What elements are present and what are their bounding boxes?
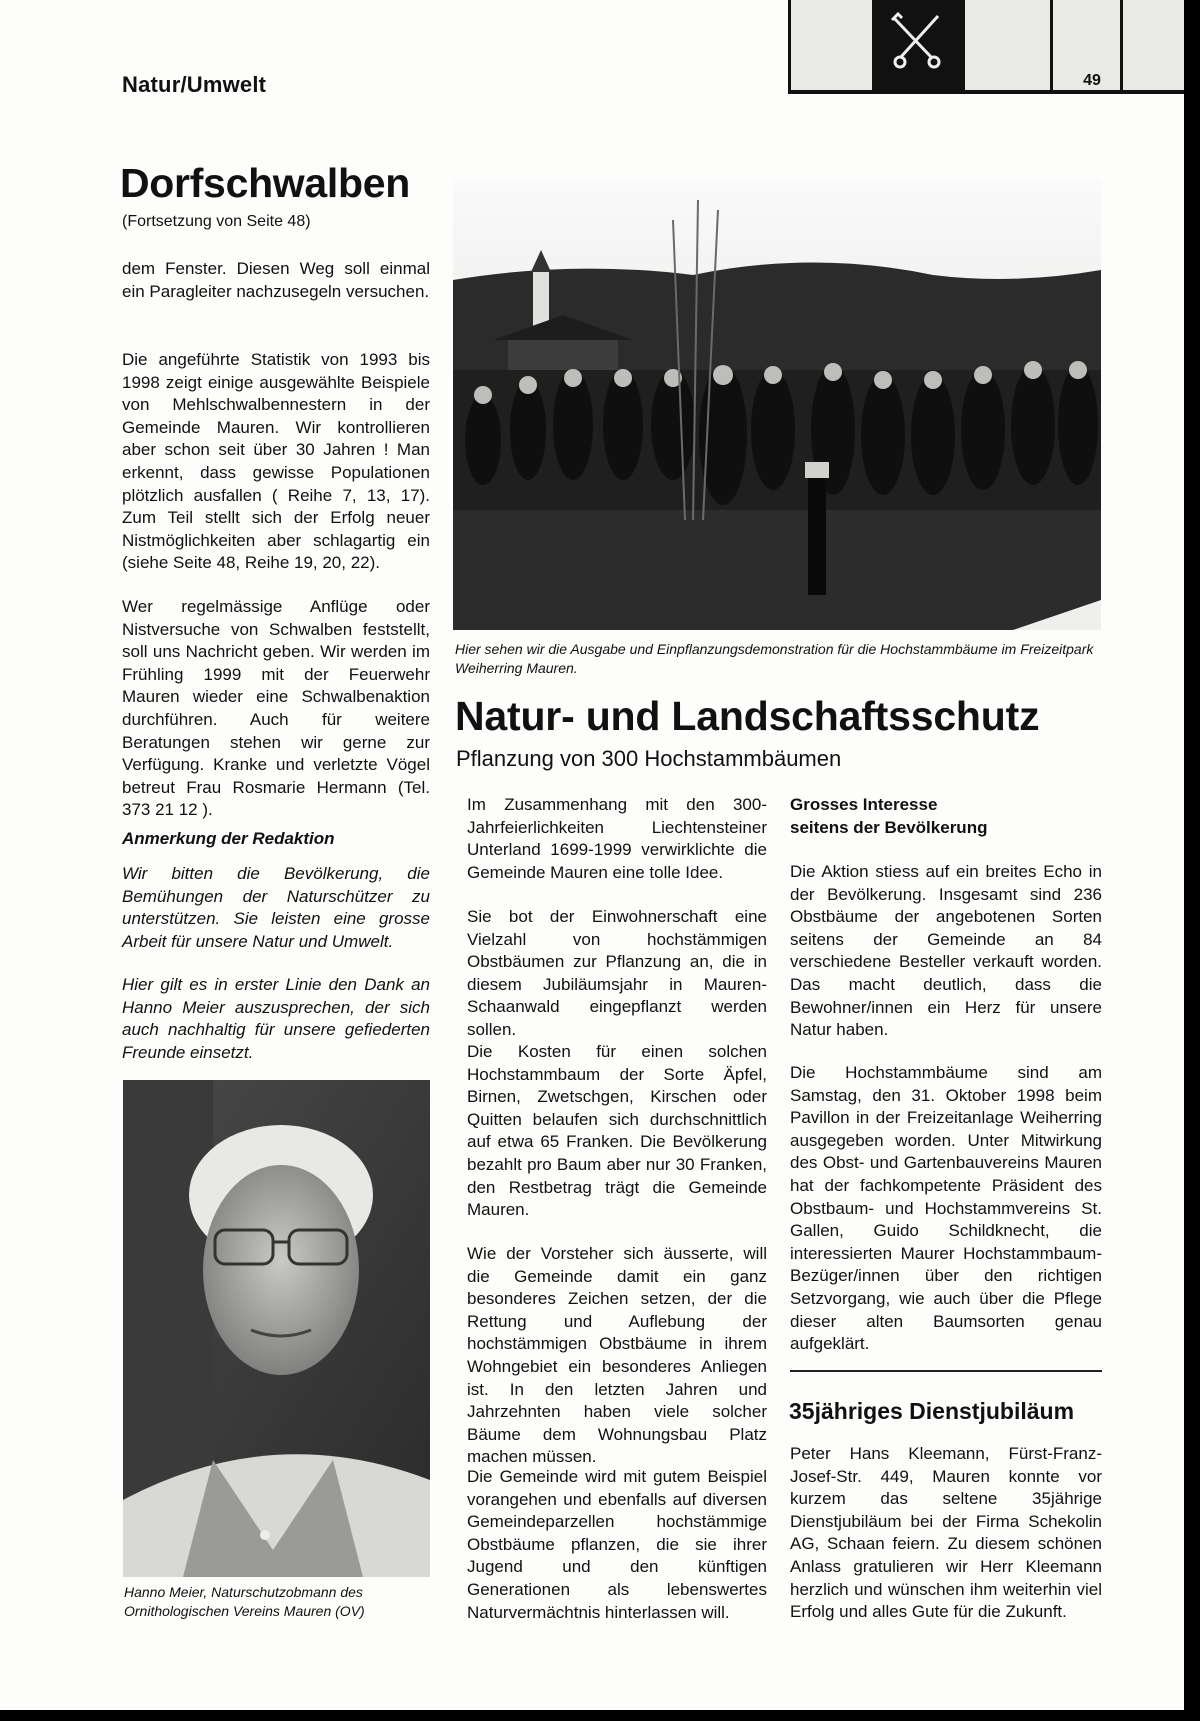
header-tab-strip	[788, 0, 1184, 96]
tab-block	[1120, 0, 1184, 90]
paragraph: Wer regelmässige Anflüge oder Nistversuche von Schwalben feststellt, soll uns Nachricht geben. Wir werden im Frühling 1999 mit der Feuerwehr Mauren wieder eine Schwalbenaktion durchführen. Auch für weitere Beratungen stehen wir gerne zur Verfügung. Kranke und verletzte Vögel betreut Frau Rosmarie Hermann (Tel. 373 21 12 ).	[122, 597, 430, 820]
subheading-line: Grosses Interesse	[790, 795, 938, 814]
paragraph: Die Gemeinde wird mit gutem Beispiel vorangehen und ebenfalls auf diversen Gemeindeparzellen hochstämmige Obstbäume pflanzen, die sie ihrer Jugend und den künftigen Generationen als lebenswertes Naturvermächtnis hinterlassen will.	[467, 1467, 767, 1622]
editor-note-paragraph: Hier gilt es in erster Linie den Dank an Hanno Meier auszusprechen, der sich auch nachhaltig für unsere gefiederten Freunde einsetzt.	[122, 975, 430, 1062]
portrait-illustration	[123, 1080, 430, 1577]
divider	[790, 1370, 1102, 1372]
portrait-photo	[123, 1080, 430, 1577]
tab-block	[788, 0, 872, 90]
paragraph: Die Kosten für einen solchen Hochstammbaum der Sorte Äpfel, Birnen, Zwetschgen, Kirschen oder Quitten belaufen sich durchschnittlich auf etwa 65 Franken. Die Bevölkerung bezahlt pro Baum aber nur 30 Franken, den Restbetrag trägt die Gemeinde Mauren.	[467, 1042, 767, 1220]
paragraph: Im Zusammenhang mit den 300-Jahrfeierlichkeiten Liechtensteiner Unterland 1699-1999 verwirklichte die Gemeinde Mauren eine tolle Idee.	[467, 795, 767, 882]
paragraph: dem Fenster. Diesen Weg soll einmal ein Paragleiter nachzusegeln versuchen.	[122, 259, 430, 301]
article-subtitle: Pflanzung von 300 Hochstammbäumen	[456, 746, 842, 771]
group-photo-caption: Hier sehen wir die Ausgabe und Einpflanzungsdemonstration für die Hochstammbäume im Freizeitpark Weiherring Mauren.	[455, 641, 1094, 676]
subheading	[790, 794, 1102, 839]
editor-note-paragraph: Wir bitten die Bevölkerung, die Bemühungen der Naturschützer zu unterstützen. Sie leisten eine grosse Arbeit für unsere Natur und Umwelt.	[122, 864, 430, 951]
editor-note-heading: Anmerkung der Redaktion	[122, 829, 335, 848]
header-rule	[788, 90, 1184, 94]
page-number: 49	[1083, 72, 1101, 89]
article-title-natur: Natur- und Landschaftsschutz	[455, 693, 1040, 739]
paragraph: Peter Hans Kleemann, Fürst-Franz-Josef-Str. 449, Mauren konnte vor kurzem das seltene 35jährige Dienstjubiläum bei der Firma Schekolin AG, Schaan feiern. Zu diesem schönen Anlass gratulieren wir Herr Kleemann herzlich und wünschen ihm weiterhin viel Erfolg und alles Gute für die Zukunft.	[790, 1444, 1102, 1622]
paragraph: Die angeführte Statistik von 1993 bis 1998 zeigt einige ausgewählte Beispiele von Mehlschwalbennestern in der Gemeinde Mauren. Wir kontrollieren aber schon seit über 30 Jahren ! Man erkennt, dass gewisse Populationen plötzlich ausfallen ( Reihe 7, 13, 17). Zum Teil stellt sich der Erfolg neuer Nistmöglichkeiten aber schlagartig ein (siehe Seite 48, Reihe 19, 20, 22).	[122, 350, 430, 573]
paragraph: Sie bot der Einwohnerschaft eine Vielzahl von hochstämmigen Obstbäumen zur Pflanzung an, die in diesem Jubiläumsjahr in Mauren-Schaanwald eingepflanzt werden sollen.	[467, 907, 767, 1039]
tab-block-active	[872, 0, 962, 90]
paragraph: Die Hochstammbäume sind am Samstag, den 31. Oktober 1998 beim Pavillon in der Freizeitanlage Weiherring ausgegeben worden. Unter Mitwirkung des Obst- und Gartenbauvereins Mauren hat der fachkompetente Präsident des Obstbaum- und Hochstammvereins St. Gallen, Guido Schildknecht, die interessierten Maurer Hochstammbaum-Bezüger/innen über den richtigen Setzvorgang, wie auch über die Pflege dieser alten Baumsorten genau aufgeklärt.	[790, 1063, 1102, 1354]
article-title-jubilee: 35jähriges Dienstjubiläum	[789, 1398, 1075, 1424]
tab-block	[962, 0, 1050, 90]
tools-emblem-icon	[872, 0, 962, 90]
subheading-line: seitens der Bevölkerung	[790, 817, 988, 837]
continuation-note: (Fortsetzung von Seite 48)	[122, 213, 311, 230]
section-label: Natur/Umwelt	[122, 72, 267, 97]
paragraph: Die Aktion stiess auf ein breites Echo in der Bevölkerung. Insgesamt sind 236 Obstbäume der angebotenen Sorten seitens der Gemeinde an 84 verschiedene Besteller verkauft worden. Das macht deutlich, dass die Bewohner/innen ein Herz für unsere Natur haben.	[790, 862, 1102, 1040]
group-photo-illustration	[453, 180, 1101, 630]
group-photo	[453, 180, 1101, 630]
portrait-caption: Hanno Meier, Naturschutzobmann des Ornithologischen Vereins Mauren (OV)	[124, 1584, 365, 1619]
article-title-dorfschwalben: Dorfschwalben	[120, 160, 410, 206]
paragraph: Wie der Vorsteher sich äusserte, will die Gemeinde damit ein ganz besonderes Zeichen setzen, der die Rettung und Auflebung der hochstämmigen Obstbäume in ihrem Wohngebiet ein besonderes Anliegen ist. In den letzten Jahren und Jahrzehnten haben viele solcher Bäume dem Wohnungsbau Platz machen müssen.	[467, 1244, 767, 1467]
